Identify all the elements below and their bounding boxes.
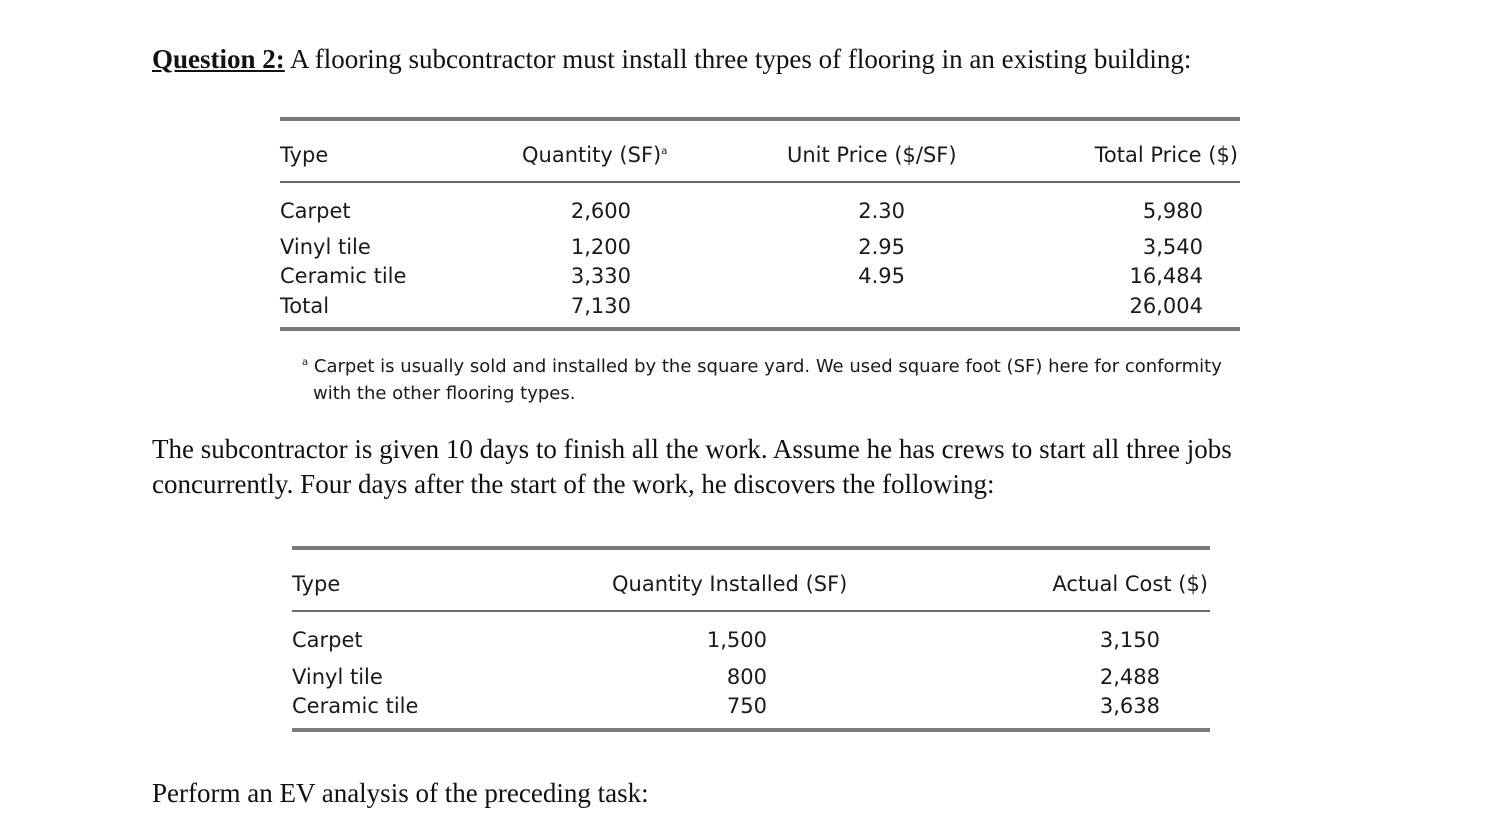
closing-instruction: Perform an EV analysis of the preceding task: xyxy=(152,778,649,808)
table2-cell-quantity-installed: 750 xyxy=(726,694,767,718)
footnote-mark: a xyxy=(302,357,309,368)
question-line xyxy=(152,44,1191,75)
table1-top-rule xyxy=(280,117,1240,121)
table1-header-quantity: Quantity (SF)$^a$ xyxy=(522,143,668,167)
table1-cell-type: Carpet xyxy=(280,199,351,223)
table2-cell-quantity-installed: 800 xyxy=(726,665,767,689)
table1-cell-total-price: 16,484 xyxy=(1129,264,1203,288)
table2-top-rule xyxy=(292,546,1210,550)
footnote-line1: $^a$ Carpet is usually sold and installed by the square yard. We used square foot (SF) here for conformity xyxy=(302,356,1222,377)
table1-cell-unit-price: 2.30 xyxy=(858,199,905,223)
table1-cell-total-price: 5,980 xyxy=(1142,199,1203,223)
footnote-line2: with the other flooring types. xyxy=(313,383,576,404)
table2-cell-type: Carpet xyxy=(292,628,363,652)
table2-header-actual-cost: Actual Cost ($) xyxy=(1052,572,1208,596)
paragraph-line1: The subcontractor is given 10 days to finish all the work. Assume he has crews to start all three jobs xyxy=(152,434,1232,464)
table1-cell-unit-price: 2.95 xyxy=(858,235,905,259)
question-text: A flooring subcontractor must install three types of flooring in an existing building: xyxy=(284,44,1192,74)
table2-cell-actual-cost: 3,638 xyxy=(1099,694,1160,718)
table1-bottom-rule xyxy=(280,327,1240,331)
table2-header-quantity-installed: Quantity Installed (SF) xyxy=(612,572,848,596)
table2-cell-type: Vinyl tile xyxy=(292,665,383,689)
table1-cell-type: Vinyl tile xyxy=(280,235,371,259)
table1-cell-unit-price: 4.95 xyxy=(858,264,905,288)
table2-cell-actual-cost: 3,150 xyxy=(1099,628,1160,652)
question-label: Question 2: xyxy=(152,44,285,74)
table1-cell-quantity: 3,330 xyxy=(570,264,631,288)
table1-cell-type: Ceramic tile xyxy=(280,264,407,288)
table1-header-type: Type xyxy=(280,143,329,167)
table1-header-unit-price: Unit Price ($/SF) xyxy=(787,143,957,167)
table2-cell-type: Ceramic tile xyxy=(292,694,419,718)
table2-cell-actual-cost: 2,488 xyxy=(1099,665,1160,689)
table2-header-type: Type xyxy=(292,572,341,596)
table1-cell-type: Total xyxy=(280,294,330,318)
table2-cell-quantity-installed: 1,500 xyxy=(706,628,767,652)
table2-header-rule xyxy=(292,610,1210,612)
table1-header-rule xyxy=(280,181,1240,183)
table1-header-total-price: Total Price ($) xyxy=(1094,143,1238,167)
table1-cell-quantity: 1,200 xyxy=(570,235,631,259)
table1-cell-total-price: 26,004 xyxy=(1129,294,1203,318)
table2-bottom-rule xyxy=(292,728,1210,732)
table1-cell-total-price: 3,540 xyxy=(1142,235,1203,259)
table1-cell-quantity: 7,130 xyxy=(570,294,631,318)
table1-cell-quantity: 2,600 xyxy=(570,199,631,223)
paragraph-line2: concurrently. Four days after the start of the work, he discovers the following: xyxy=(152,469,995,499)
